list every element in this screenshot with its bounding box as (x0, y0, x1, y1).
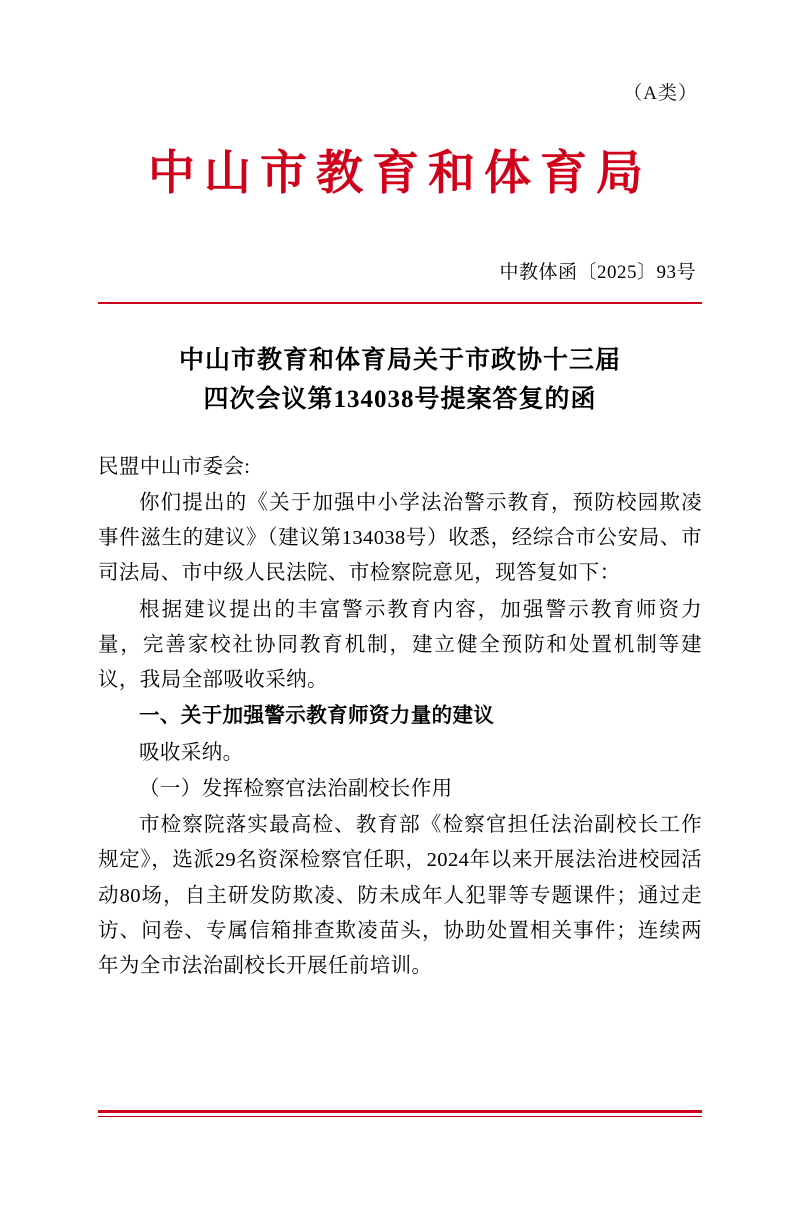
body-paragraph-2: 根据建议提出的丰富警示教育内容，加强警示教育师资力量，完善家校社协同教育机制，建立健全预防和处置机制等建议，我局全部吸收采纳。 (98, 598, 702, 692)
masthead-title: 中山市教育和体育局 (148, 148, 652, 200)
footer-divider-thick (98, 1110, 702, 1113)
masthead-divider (98, 302, 702, 304)
document-number: 中教体函〔2025〕93号 (499, 262, 696, 284)
footer-divider-thin (98, 1116, 702, 1117)
page-title-line-1: 中山市教育和体育局关于市政协十三届 (178, 347, 621, 375)
category-mark: （A类） (623, 83, 698, 104)
page-title (98, 342, 702, 420)
salutation: 民盟中山市委会: (98, 455, 251, 478)
page-title-line-2: 四次会议第134038号提案答复的函 (203, 385, 597, 413)
footer-divider (98, 1110, 702, 1117)
subsection-body: 市检察院落实最高检、教育部《检察官担任法治副校长工作规定》，选派29名资深检察官任职，2024年以来开展法治进校园活动80场，自主研发防欺凌、防未成年人犯罪等专题课件；通过走访、问卷、专属信箱排查欺凌苗头，协助处置相关事件；连续两年为全市法治副校长开展任前培训。 (98, 814, 702, 978)
subsection-heading: （一）发挥检察官法治副校长作用 (139, 777, 453, 800)
body-paragraph-1: 你们提出的《关于加强中小学法治警示教育，预防校园欺凌事件滋生的建议》（建议第134038号）收悉，经综合市公安局、市司法局、市中级人民法院、市检察院意见，现答复如下： (98, 491, 702, 585)
section-note: 吸收采纳。 (139, 741, 244, 764)
section-heading: 一、关于加强警示教育师资力量的建议 (139, 705, 495, 728)
document-page (0, 78, 800, 1209)
document-body (98, 450, 702, 985)
